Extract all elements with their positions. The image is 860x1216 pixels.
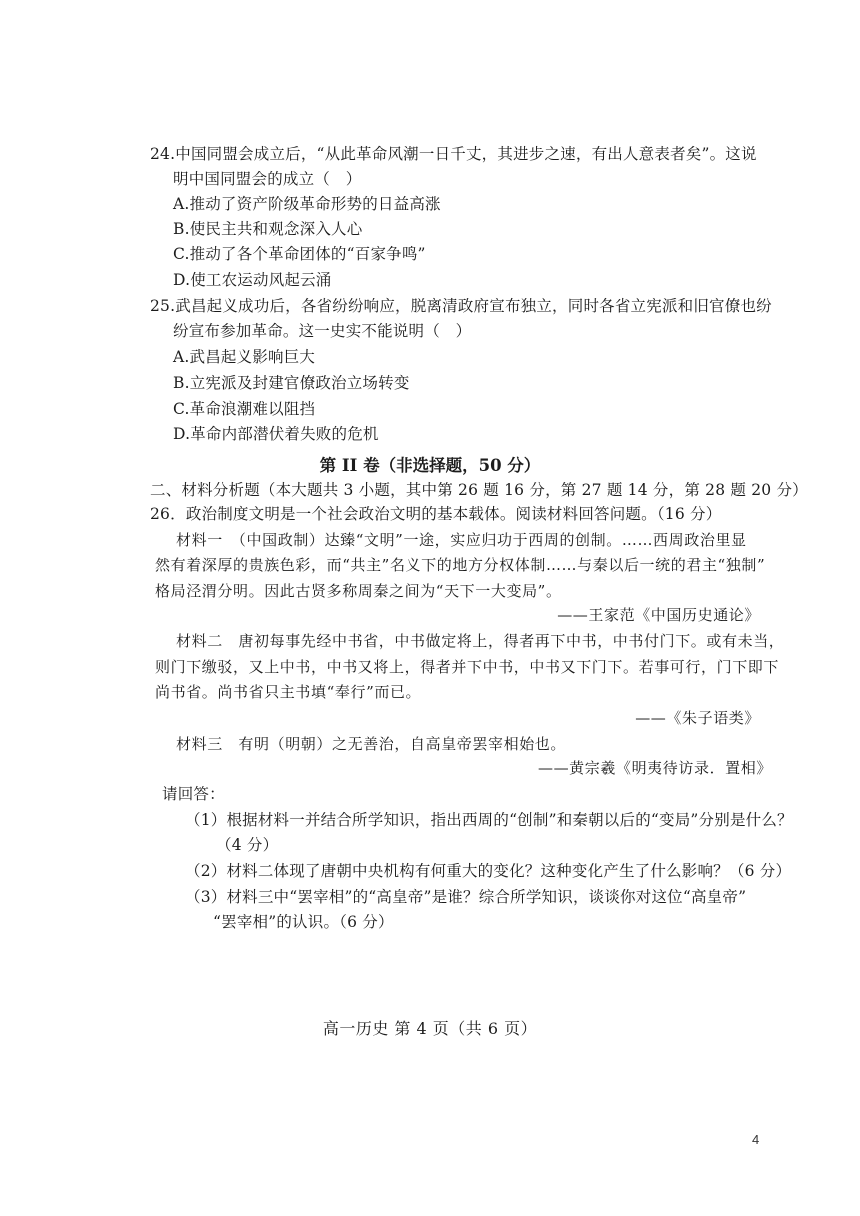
section-title: 第 II 卷（非选择题，50 分） bbox=[319, 456, 541, 475]
material1-line3: 格局泾渭分明。因此古贤多称周秦之间为“天下一大变局”。 bbox=[155, 582, 562, 600]
q25-option-a: A.武昌起义影响巨大 bbox=[173, 348, 316, 366]
page-footer: 高一历史 第 4 页（共 6 页） bbox=[322, 1019, 538, 1038]
q24-option-a: A.推动了资产阶级革命形势的日益高涨 bbox=[173, 195, 441, 213]
q25-option-c: C.革命浪潮难以阻挡 bbox=[173, 400, 316, 418]
q26-sub1-line1: （1）根据材料一并结合所学知识，指出西周的“创制”和秦朝以后的“变局”分别是什么？ bbox=[185, 811, 793, 829]
q26-stem: 26．政治制度文明是一个社会政治文明的基本载体。阅读材料回答问题。（16 分） bbox=[150, 505, 722, 523]
material2-source: ——《朱子语类》 bbox=[635, 709, 760, 727]
q25-stem-line1: 25.武昌起义成功后，各省纷纷响应，脱离清政府宣布独立，同时各省立宪派和旧官僚也纷 bbox=[150, 297, 772, 315]
material3-source: ——黄宗羲《明夷待访录．置相》 bbox=[537, 759, 772, 777]
section-heading: 二、材料分析题（本大题共 3 小题，其中第 26 题 16 分，第 27 题 14 分，第 28 题 20 分） bbox=[150, 481, 808, 499]
material1-source: ——王家范《中国历史通论》 bbox=[557, 606, 760, 624]
q25-stem-line2: 纷宣布参加革命。这一史实不能说明（ ） bbox=[173, 322, 472, 340]
q24-option-d: D.使工农运动风起云涌 bbox=[173, 271, 332, 289]
q24-option-c: C.推动了各个革命团体的“百家争鸣” bbox=[173, 245, 426, 263]
material3-line1: 材料三 有明（明朝）之无善治，自高皇帝罢宰相始也。 bbox=[176, 735, 567, 753]
answer-prompt: 请回答： bbox=[162, 785, 225, 803]
material2-line1: 材料二 唐初每事先经中书省，中书做定将上，得者再下中书，中书付门下。或有未当， bbox=[176, 632, 785, 650]
material1-line1: 材料一 （中国政制）达臻“文明”一途，实应归功于西周的创制。……西周政治里显 bbox=[176, 531, 747, 549]
material2-line2: 则门下缴驳，又上中书，中书又将上，得者并下中书，中书又下门下。若事可行，门下即下 bbox=[155, 658, 780, 676]
q25-option-b: B.立宪派及封建官僚政治立场转变 bbox=[173, 374, 410, 392]
q26-sub1-line2: （4 分） bbox=[216, 836, 279, 854]
material1-line2: 然有着深厚的贵族色彩，而“共主”名义下的地方分权体制……与秦以后一统的君主“独制” bbox=[155, 556, 766, 574]
q24-stem-line2: 明中国同盟会的成立（ ） bbox=[173, 170, 362, 188]
q26-sub2-line1: （2）材料二体现了唐朝中央机构有何重大的变化？这种变化产生了什么影响？（6 分） bbox=[185, 862, 792, 880]
q25-option-d: D.革命内部潜伏着失败的危机 bbox=[173, 425, 379, 443]
q26-sub3-line2: “罢宰相”的认识。（6 分） bbox=[213, 913, 394, 931]
page-number: 4 bbox=[752, 1132, 760, 1147]
q24-stem-line1: 24.中国同盟会成立后，“从此革命风潮一日千丈，其进步之速，有出人意表者矣”。这说 bbox=[150, 145, 757, 163]
material2-line3: 尚书省。尚书省只主书填“奉行”而已。 bbox=[155, 683, 422, 701]
q26-sub3-line1: （3）材料三中“罢宰相”的“高皇帝”是谁？综合所学知识，谈谈你对这位“高皇帝” bbox=[185, 888, 747, 906]
q24-option-b: B.使民主共和观念深入人心 bbox=[173, 220, 363, 238]
